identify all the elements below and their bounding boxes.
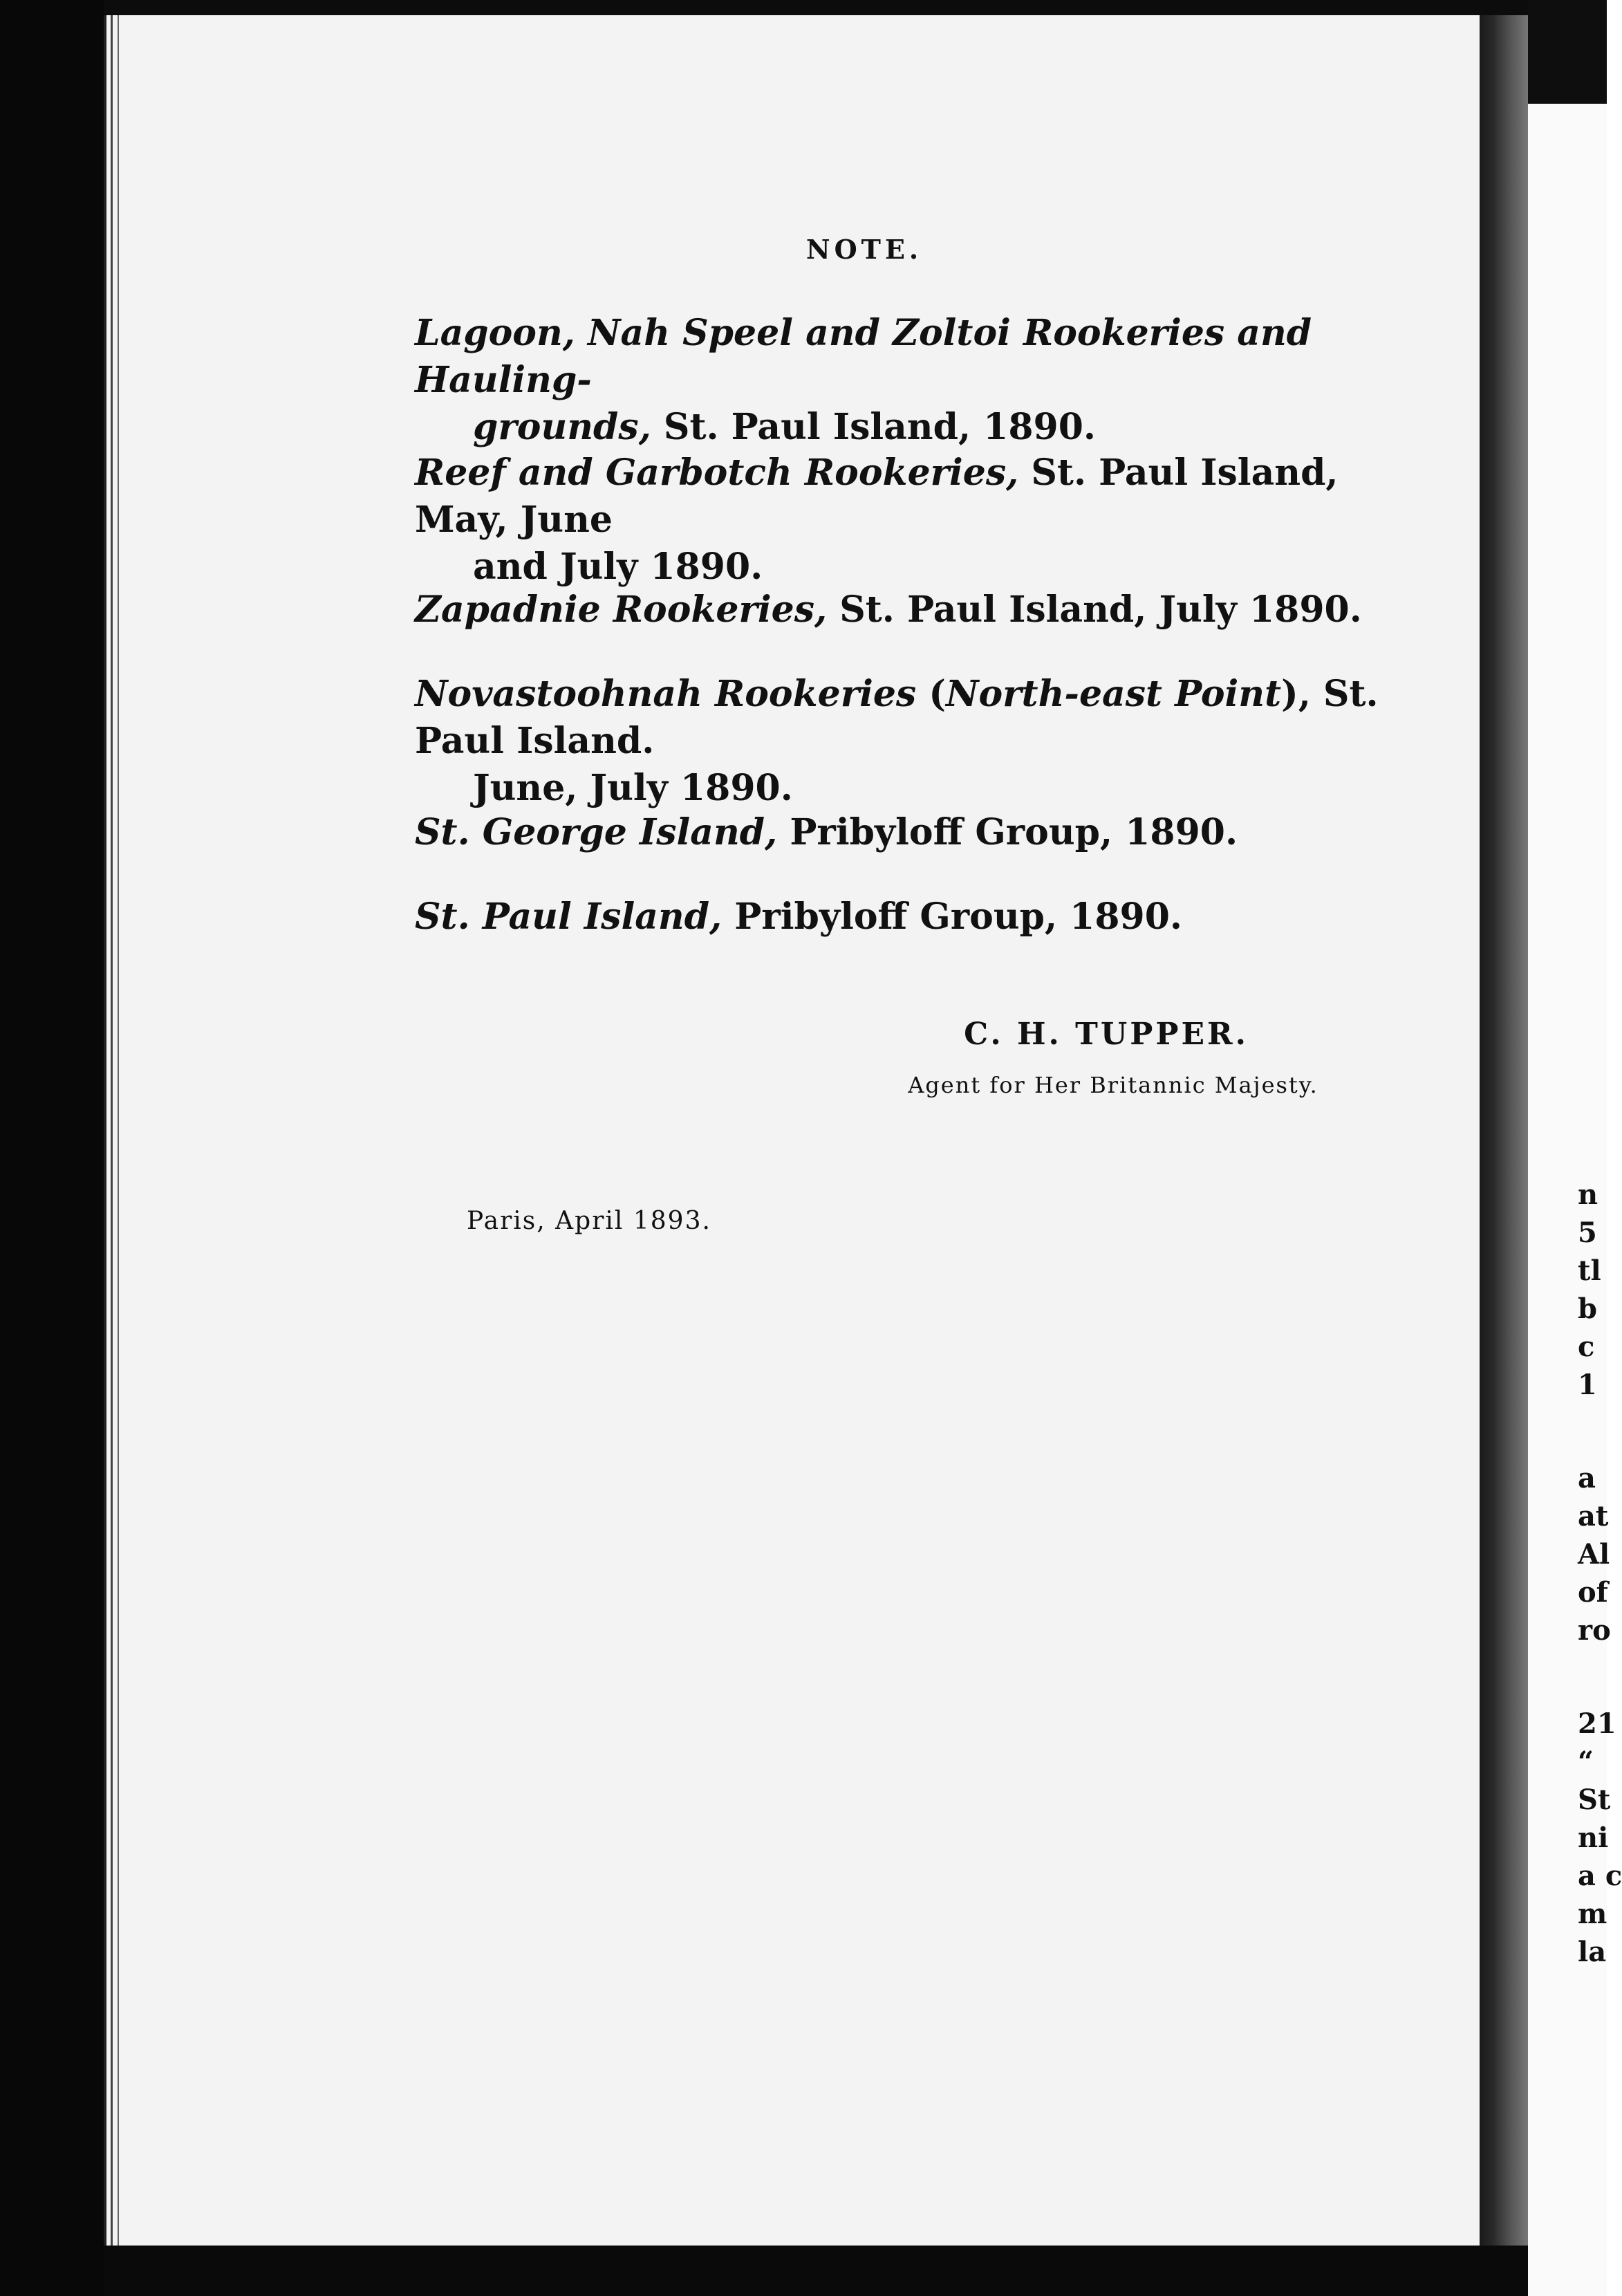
fragment: ni bbox=[1578, 1822, 1609, 1854]
entry-italic: grounds, bbox=[473, 406, 651, 448]
entry-continuation bbox=[415, 404, 1383, 451]
fragment: of bbox=[1578, 1576, 1608, 1609]
entry-italic: Zapadnie Rookeries, bbox=[415, 589, 828, 631]
entry-italic: Reef and Garbotch Rookeries, bbox=[415, 452, 1019, 494]
entry-paren: ), bbox=[1281, 673, 1311, 715]
note-heading: NOTE. bbox=[805, 234, 923, 265]
entry-text: Pribyloff Group, 1890. bbox=[777, 811, 1238, 853]
fragment: 5 bbox=[1578, 1216, 1597, 1249]
fragment: b bbox=[1578, 1293, 1597, 1325]
fragment: ro bbox=[1578, 1614, 1611, 1647]
fragment-gap bbox=[1578, 1649, 1607, 1705]
scan-edge-bottom bbox=[0, 2241, 1607, 2296]
entry-lagoon bbox=[415, 310, 1383, 451]
entry-st-paul bbox=[415, 894, 1383, 941]
entry-st-george bbox=[415, 809, 1383, 856]
signature-title: Agent for Her Britannic Majesty. bbox=[908, 1072, 1318, 1098]
entry-paren: ( bbox=[916, 673, 946, 715]
fragment: c bbox=[1578, 1331, 1595, 1363]
entry-continuation: and July 1890. bbox=[473, 546, 763, 588]
adjacent-page-text bbox=[1578, 1176, 1622, 1971]
scan-edge-left bbox=[0, 0, 104, 2296]
page-left-border bbox=[104, 15, 123, 2246]
book-gutter bbox=[1480, 15, 1528, 2246]
entry-italic: Lagoon, Nah Speel and Zoltoi Rookeries and Hauling- bbox=[415, 312, 1312, 401]
fragment: la bbox=[1578, 1936, 1607, 1968]
entry-italic: North-east Point bbox=[945, 673, 1282, 715]
fragment: m bbox=[1578, 1898, 1607, 1930]
fragment: a bbox=[1578, 1462, 1596, 1494]
entry-text: St. Paul Island. bbox=[415, 673, 1379, 762]
entry-text: St. Paul Island, July 1890. bbox=[827, 589, 1362, 631]
entry-continuation: June, July 1890. bbox=[473, 767, 793, 809]
entry-text: Pribyloff Group, 1890. bbox=[722, 896, 1183, 938]
fragment-gap bbox=[1578, 1404, 1607, 1459]
fragment: a c bbox=[1578, 1860, 1622, 1892]
fragment: “ bbox=[1578, 1746, 1594, 1778]
signature-name: C. H. TUPPER. bbox=[964, 1017, 1249, 1052]
place-date: Paris, April 1893. bbox=[467, 1207, 711, 1235]
entry-italic: Novastoohnah Rookeries bbox=[415, 673, 917, 715]
fragment: 21 bbox=[1578, 1707, 1616, 1740]
entry-zapadnie bbox=[415, 586, 1383, 633]
adjacent-page-top-edge bbox=[1528, 0, 1607, 104]
entry-novastoohnah bbox=[415, 671, 1383, 812]
entry-italic: St. Paul Island, bbox=[415, 896, 723, 938]
entry-italic: St. George Island, bbox=[415, 811, 778, 853]
entry-text: St. Paul Island, May, June bbox=[415, 452, 1339, 541]
fragment: tl bbox=[1578, 1255, 1601, 1287]
fragment: 1 bbox=[1578, 1369, 1597, 1401]
fragment: St bbox=[1578, 1784, 1611, 1816]
fragment: Al bbox=[1578, 1538, 1610, 1571]
entry-text: St. Paul Island, 1890. bbox=[651, 406, 1096, 448]
fragment: n bbox=[1578, 1178, 1598, 1211]
entry-reef bbox=[415, 450, 1383, 591]
fragment: at bbox=[1578, 1500, 1609, 1533]
